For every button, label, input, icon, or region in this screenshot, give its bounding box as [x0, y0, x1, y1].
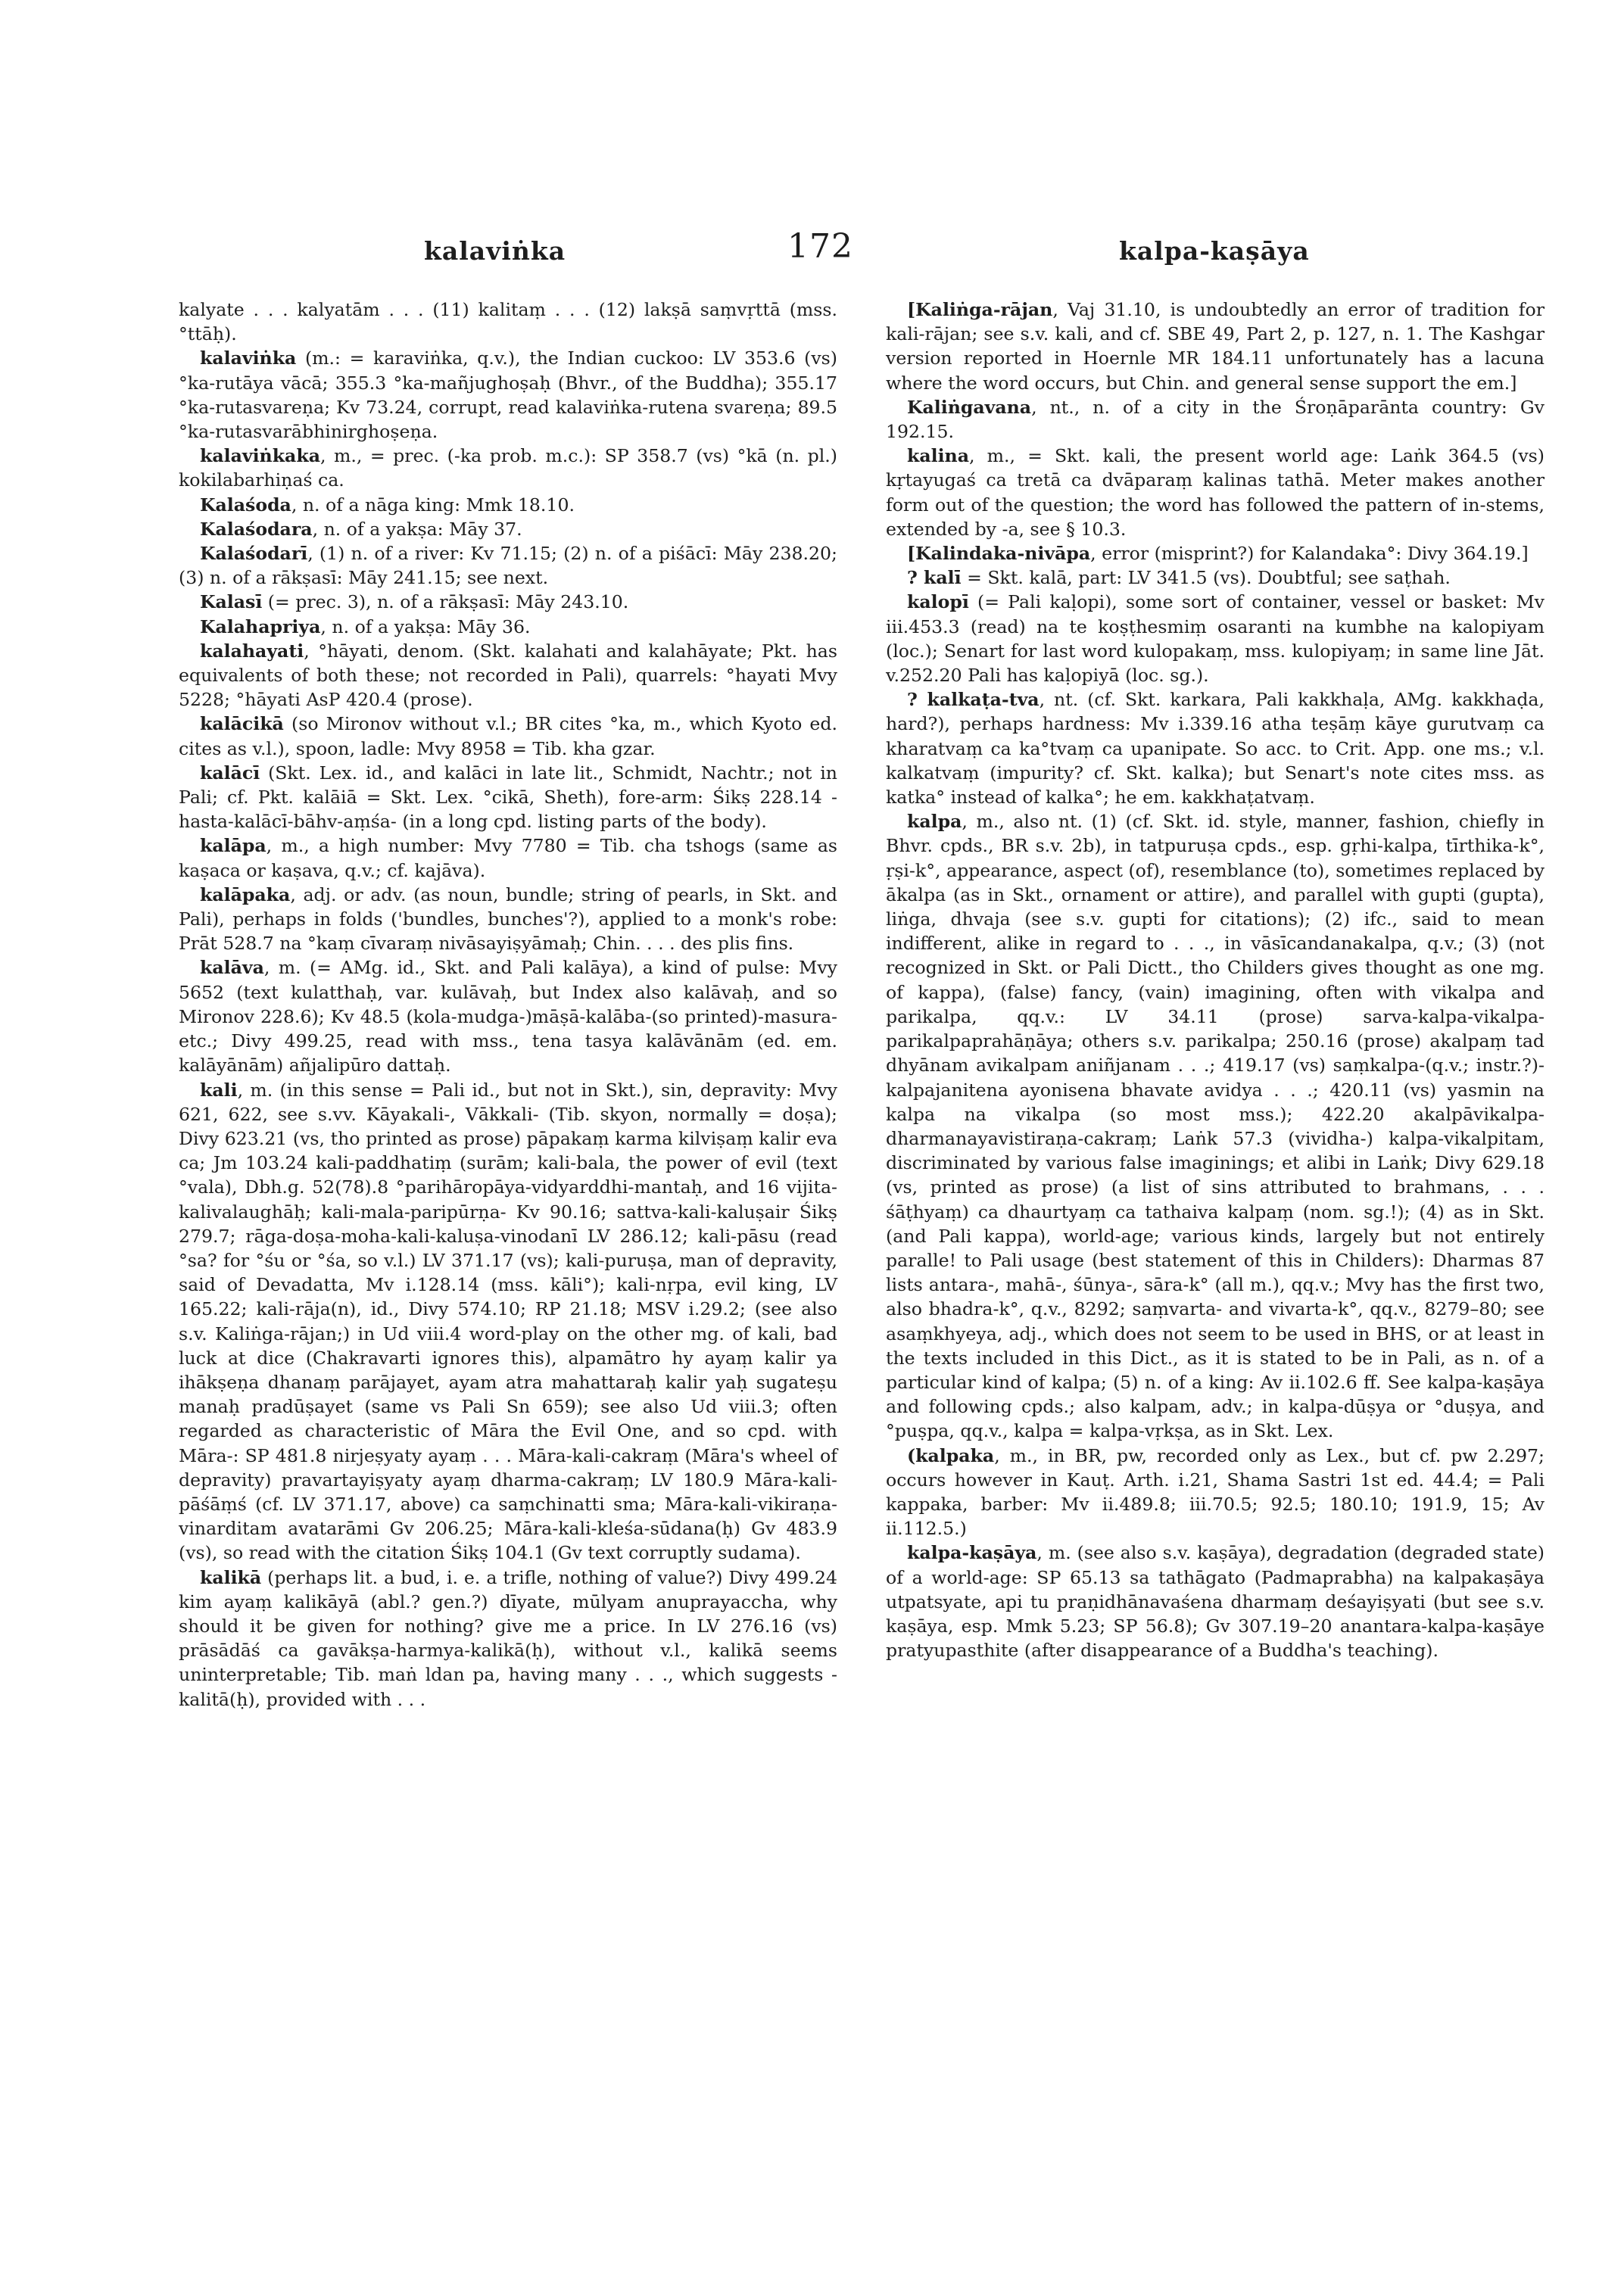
- page-number: 172: [787, 227, 853, 266]
- dictionary-entry: [886, 590, 1545, 687]
- entry-headword: [Kalindaka-nivāpa: [907, 543, 1091, 565]
- entry-headword: [Kaliṅga-rājan: [907, 299, 1053, 320]
- entry-text: , error (misprint?) for Kalandaka°: Divy 364.19.]: [1090, 543, 1529, 565]
- dictionary-entry: [886, 565, 1545, 590]
- dictionary-entry: [179, 615, 837, 639]
- entry-headword: (kalpaka: [907, 1444, 995, 1466]
- entry-text: (Skt. Lex. id., and kalāci in late lit., Schmidt, Nachtr.; not in Pali; cf. Pkt. kalāiā = Skt. Lex. °cikā, Sheth), fore-arm: Śikṣ 228.14 -hasta-kalācī-bāhv-aṃśa- (in a long cpd. listing parts of the body).: [179, 762, 837, 833]
- dictionary-entry: [886, 809, 1545, 1443]
- entry-headword: Kalaśodara: [200, 518, 313, 540]
- entry-text: , nt., n. of a city in the Śroṇāparānta country: Gv 192.15.: [886, 396, 1545, 443]
- entry-headword: kalpa-kaṣāya: [907, 1542, 1037, 1564]
- entry-headword: Kalahapriya: [200, 615, 321, 637]
- dictionary-entry: [886, 298, 1545, 395]
- entry-text: , (1) n. of a river: Kv 71.15; (2) n. of a piśācī: Māy 238.20; (3) n. of a rākṣasī: Māy 241.15; see next.: [179, 543, 837, 589]
- entry-headword: kalāva: [200, 957, 264, 979]
- running-head-left: kalaviṅka: [424, 236, 566, 266]
- dictionary-entry: [179, 444, 837, 492]
- entry-headword: kali: [200, 1079, 238, 1101]
- dictionary-entry: [179, 298, 837, 346]
- entry-headword: kalāpaka: [200, 883, 291, 905]
- right-column: [886, 298, 1545, 1662]
- running-head-right: kalpa-kaṣāya: [1119, 236, 1310, 266]
- dictionary-entry: [179, 639, 837, 712]
- dictionary-entry: [886, 395, 1545, 444]
- entry-text: (so Mironov without v.l.; BR cites °ka, m., which Kyoto ed. cites as v.l.), spoon, ladle: Mvy 8958 = Tib. kha gzar.: [179, 713, 837, 759]
- entry-text: (perhaps lit. a bud, i. e. a trifle, nothing of value?) Divy 499.24 kim ayaṃ kalikāyā (abl.? gen.?) dīyate, mūlyam anuprayaccha, why should it be given for nothing? give me a price. In LV 276.16 (vs) prāsādāś ca gavākṣa-harmya-kalikā(ḥ), without v.l., kalikā seems uninterpretable; Tib. maṅ ldan pa, having many . . ., which suggests -kalitā(ḥ), provided with . . .: [179, 1566, 837, 1710]
- dictionary-entry: [179, 346, 837, 444]
- dictionary-entry: [179, 517, 837, 541]
- entry-text: , m. (in this sense = Pali id., but not in Skt.), sin, depravity: Mvy 621, 622, see s.vv. Kāyakali-, Vākkali- (Tib. skyon, normally = doṣa); Divy 623.21 (vs, tho printed as prose) pāpakaṃ karma kilviṣaṃ kalir eva ca; Jm 103.24 kali-paddhatiṃ (surām; kali-bala, the power of evil (text °vala), Dbh.g. 52(78).8 °parihāropāya-vidyarddhi-mantaḥ, and 16 vijita-kalivalaughāḥ; kali-mala-paripūrṇa- Kv 90.16; sattva-kali-kaluṣair Śikṣ 279.7; rāga-doṣa-moha-kali-kaluṣa-vinodanī LV 286.12; kali-pāsu (read °sa? for °śu or °śa, so v.l.) LV 371.17 (vs); kali-puruṣa, man of depravity, said of Devadatta, Mv i.128.14 (mss. kāli°); kali-nṛpa, evil king, LV 165.22; kali-rāja(n), id., Divy 574.10; RP 21.18; MSV i.29.2; (see also s.v. Kaliṅga-rājan;) in Ud viii.4 word-play on the other mg. of kali, bad luck at dice (Chakravarti ignores this), alpamātro hy ayaṃ kalir ya ihākṣeṇa dhanaṃ parājayet, ayam atra mahattaraḥ kalir yaḥ sugateṣu manaḥ pradūṣayet (same vs Pali Sn 659); see also Ud viii.3; often regarded as characteristic of Māra the Evil One, and so cpd. with Māra-: SP 481.8 nirjeṣyaty ayaṃ . . . Māra-kali-cakraṃ (Māra's wheel of depravity) pravartayiṣyaty ayaṃ dharma-cakraṃ; LV 180.9 Māra-kali-pāśāṃś (cf. LV 371.17, above) ca saṃchinatti sma; Māra-kali-vikiraṇa-vinarditam avatarāmi Gv 206.25; Māra-kali-kleśa-sūdana(ḥ) Gv 483.9 (vs), so read with the citation Śikṣ 104.1 (Gv text corruptly sudama).: [179, 1079, 837, 1564]
- entry-headword: Kalaśodarī: [200, 543, 308, 565]
- entry-headword: Kalaśoda: [200, 494, 291, 516]
- entry-text: = Skt. kalā, part: LV 341.5 (vs). Doubtful; see saṭhah.: [961, 567, 1451, 589]
- entry-headword: ? kalī: [907, 567, 962, 589]
- left-column: [179, 298, 837, 1712]
- entry-text: , m., in BR, pw, recorded only as Lex., but cf. pw 2.297; occurs however in Kauṭ. Arth. i.21, Shama Sastri 1st ed. 44.4; = Pali kappaka, barber: Mv ii.489.8; iii.70.5; 92.5; 180.10; 191.9, 15; Av ii.112.5.): [886, 1444, 1545, 1540]
- entry-text: , n. of a nāga king: Mmk 18.10.: [291, 494, 575, 516]
- dictionary-entry: [179, 761, 837, 834]
- entry-text: , Vaj 31.10, is undoubtedly an error of tradition for kali-rājan; see s.v. kali, and cf. SBE 49, Part 2, p. 127, n. 1. The Kashgar version reported in Hoernle MR 184.11 unfortunately has a lacuna where the word occurs, but Chin. and general sense support the em.]: [886, 299, 1545, 394]
- entry-text: , m. (= AMg. id., Skt. and Pali kalāya), a kind of pulse: Mvy 5652 (text kulatthaḥ, var. kulāvaḥ, but Index also kalāvaḥ, and so Mironov 228.6); Kv 48.5 (kola-mudga-)māṣā-kalāba-(so printed)-masura- etc.; Divy 499.25, read with mss., tena tasya kalāvānām (ed. em. kalāyānām) añjalipūro dattaḥ.: [179, 957, 837, 1076]
- entry-text: , adj. or adv. (as noun, bundle; string of pearls, in Skt. and Pali), perhaps in folds ('bundles, bunches'?), applied to a monk's robe: Prāt 528.7 na °kaṃ cīvaraṃ nivāsayiṣyāmaḥ; Chin. . . . des plis fins.: [179, 883, 837, 955]
- entry-headword: Kaliṅgavana: [907, 396, 1032, 418]
- entry-text: , n. of a yakṣa: Māy 37.: [312, 518, 522, 540]
- entry-text: , m., = Skt. kali, the present world age: Laṅk 364.5 (vs) kṛtayugaś ca tretā ca dvāparaṃ kalinas tathā. Meter makes another form out of the question; the word has followed the pattern of in-stems, extended by -a, see § 10.3.: [886, 445, 1545, 540]
- entry-text: , m., also nt. (1) (cf. Skt. id. style, manner, fashion, chiefly in Bhvr. cpds., BR s.v. 2b), in tatpuruṣa cpds., esp. gṛhi-kalpa, tīrthika-k°, ṛṣi-k°, appearance, aspect (of), resemblance (to), sometimes replaced by ākalpa (as in Skt., ornament or attire), and parallel with gupti (gupta), liṅga, dhvaja (see s.v. gupti for citations); (2) ifc., said to mean indifferent, alike in regard to . . ., in vāsīcandanakalpa, q.v.; (3) (not recognized in Skt. or Pali Dictt., tho Childers gives thought as one mg. of kappa), (false) fancy, (vain) imagining, often with vikalpa and parikalpa, qq.v.: LV 34.11 (prose) sarva-kalpa-vikalpa-parikalpaprahāṇāya; others s.v. parikalpa; 250.16 (prose) akalpaṃ tad dhyānam avikalpam aniñjanam . . .; 419.17 (vs) saṃkalpa-(q.v.; instr.?)-kalpajanitena ayonisena bhavate avidya . . .; 420.11 (vs) yasmin na kalpa na vikalpa (so most mss.); 422.20 akalpāvikalpa-dharmanayavistiraṇa-cakraṃ; Laṅk 57.3 (vividha-) kalpa-vikalpitam, discriminated by various false imaginings; et alibi in Laṅk; Divy 629.18 (vs, printed as prose) (a list of sins attributed to brahmans, . . . śāṭhyaṃ) ca dhaurtyaṃ ca tathaiva kalpaṃ (nom. sg.!); (4) as in Skt. (and Pali kappa), world-age; various kinds, largely but not entirely paralle! to Pali usage (best statement of this in Childers): Dharmas 87 lists antara-, mahā-, śūnya-, sāra-k° (all m.), qq.v.; Mvy has the first two, also bhadra-k°, q.v., 8292; saṃvarta- and vivarta-k°, qq.v., 8279–80; see asaṃkhyeya, adj., which does not seem to be used in BHS, or at least in the texts included in this Dict., as it is stated to be in Pali, as n. of a particular kind of kalpa; (5) n. of a king: Av ii.102.6 ff. See kalpa-kaṣāya and following cpds.; also kalpam, adv.; in kalpa-dūṣya or °duṣya, and °puṣpa, qq.v., kalpa = kalpa-vṛkṣa, as in Skt. Lex.: [886, 811, 1545, 1442]
- dictionary-entry: [179, 1078, 837, 1566]
- dictionary-entry: [179, 883, 837, 956]
- dictionary-entry: [886, 444, 1545, 541]
- dictionary-entry: [179, 541, 837, 590]
- entry-headword: kalina: [907, 445, 970, 467]
- dictionary-entry: [179, 955, 837, 1077]
- dictionary-entry: [886, 1541, 1545, 1662]
- entry-text: (= prec. 3), n. of a rākṣasī: Māy 243.10.: [262, 591, 629, 613]
- dictionary-entry: [179, 590, 837, 614]
- entry-text: , m., = prec. (-ka prob. m.c.): SP 358.7 (vs) °kā (n. pl.) kokilabarhiṇaś ca.: [179, 445, 837, 491]
- dictionary-entry: [179, 493, 837, 517]
- entry-headword: kalopī: [907, 591, 969, 613]
- dictionary-entry: [886, 687, 1545, 809]
- entry-headword: kalaviṅkaka: [200, 445, 320, 467]
- entry-headword: kalahayati: [200, 640, 304, 662]
- dictionary-entry: [179, 712, 837, 760]
- entry-headword: kalāpa: [200, 835, 267, 857]
- entry-headword: kalācī: [200, 762, 260, 784]
- dictionary-entry: [886, 541, 1545, 565]
- entry-headword: Kalasī: [200, 591, 263, 613]
- entry-text: , m., a high number: Mvy 7780 = Tib. cha tshogs (same as kaṣaca or kaṣava, q.v.; cf. kajāva).: [179, 835, 837, 881]
- entry-headword: kalācikā: [200, 713, 284, 735]
- dictionary-entry: [179, 833, 837, 882]
- entry-headword: ? kalkaṭa-tva: [907, 689, 1040, 711]
- dictionary-entry: [179, 1566, 837, 1712]
- dictionary-entry: [886, 1444, 1545, 1541]
- entry-headword: kalaviṅka: [200, 347, 297, 369]
- entry-headword: kalpa: [907, 811, 962, 833]
- entry-text: , m. (see also s.v. kaṣāya), degradation (degraded state) of a world-age: SP 65.13 sa tathāgato (Padmaprabha) na kalpakaṣāya utpatsyate, api tu praṇidhānavaśena dharmaṃ deśayiṣyati (but see s.v. kaṣāya, esp. Mmk 5.23; SP 56.8); Gv 307.19–20 anantara-kalpa-kaṣāye pratyupasthite (after disappearance of a Buddha's teaching).: [886, 1542, 1545, 1662]
- entry-text: , nt. (cf. Skt. karkara, Pali kakkhaḷa, AMg. kakkhaḍa, hard?), perhaps hardness: Mv i.339.16 atha teṣāṃ kāye gurutvaṃ ca kharatvaṃ ca ka°tvaṃ ca upanipate. So acc. to Crit. App. one ms.; v.l. kalkatvaṃ (impurity? cf. Skt. kalka); but Senart's note cites mss. as katka° instead of kalka°; he em. kakkhaṭatvaṃ.: [886, 689, 1545, 808]
- entry-text: (= Pali kaḷopi), some sort of container, vessel or basket: Mv iii.453.3 (read) na te koṣṭhesmiṃ osaranti na kumbhe na kalopiyam (loc.); Senart for last word kulopakaṃ, mss. kulopiyaṃ; in same line Jāt. v.252.20 Pali has kaḷopiyā (loc. sg.).: [886, 591, 1545, 687]
- entry-headword: kalikā: [200, 1566, 262, 1588]
- entry-text: , n. of a yakṣa: Māy 36.: [320, 615, 531, 637]
- entry-text: (m.: = karaviṅka, q.v.), the Indian cuckoo: LV 353.6 (vs) °ka-rutāya vācā; 355.3 °ka-mañjughoṣaḥ (Bhvr., of the Buddha); 355.17 °ka-rutasvareṇa; Kv 73.24, corrupt, read kalaviṅka-rutena svareṇa; 89.5 °ka-rutasvarābhinirghoṣeṇa.: [179, 347, 837, 443]
- entry-text: kalyate . . . kalyatām . . . (11) kalitaṃ . . . (12) lakṣā saṃvṛttā (mss. °ttāḥ).: [179, 299, 837, 345]
- entry-text: , °hāyati, denom. (Skt. kalahati and kalahāyate; Pkt. has equivalents of both these; not recorded in Pali), quarrels: °hayati Mvy 5228; °hāyati AsP 420.4 (prose).: [179, 640, 837, 711]
